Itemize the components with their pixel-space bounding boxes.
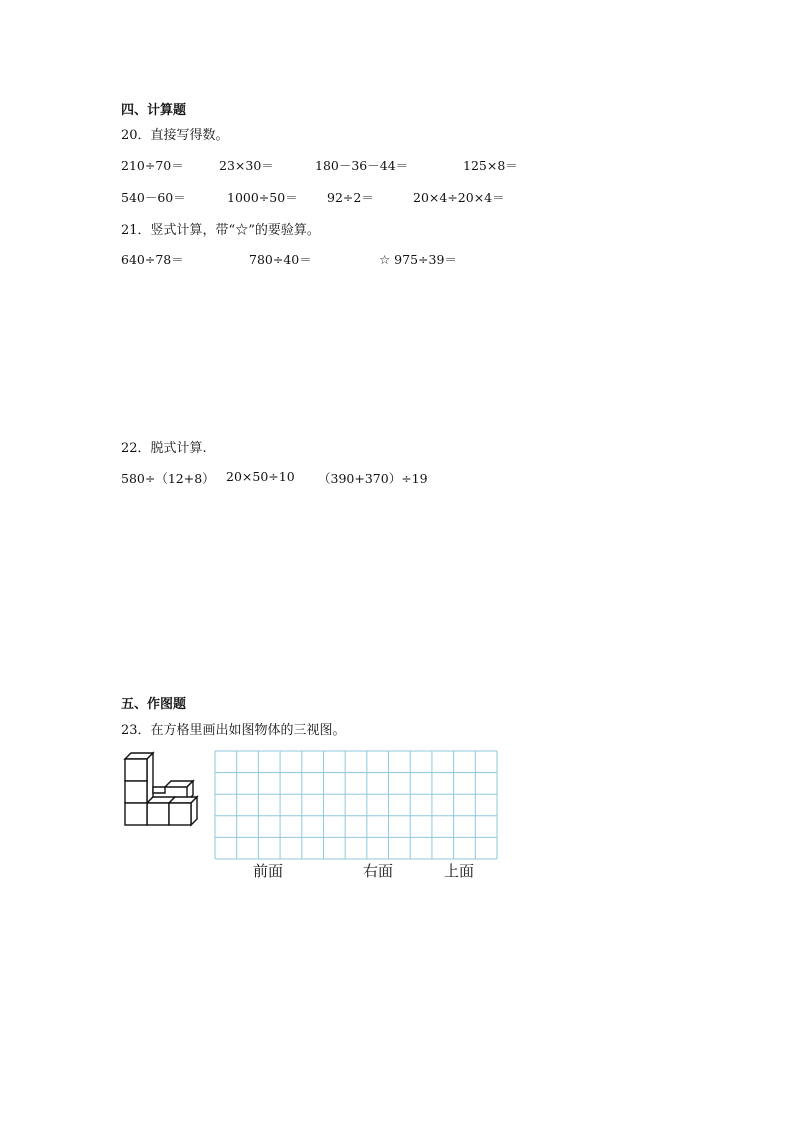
- q21-item-2: 780÷40＝: [249, 252, 312, 267]
- q21-item-1: 640÷78＝: [121, 252, 184, 267]
- q20-r1-c1: 210÷70＝: [121, 158, 184, 173]
- top-view-label: 上面: [444, 862, 475, 880]
- q22-item-3: （390+370）÷19: [318, 471, 428, 486]
- section-4-heading: 四、计算题: [121, 103, 187, 118]
- front-view-label: 前面: [253, 862, 284, 880]
- q22-item-2: 20×50÷10: [226, 469, 295, 484]
- q21-item-3: ☆ 975÷39＝: [379, 252, 457, 267]
- q23-prompt: 23．在方格里画出如图物体的三视图。: [121, 723, 346, 738]
- q20-r2-c4: 20×4÷20×4＝: [413, 190, 505, 205]
- q21-prompt: 21．竖式计算，带“☆”的要验算。: [121, 223, 320, 238]
- q20-r2-c2: 1000÷50＝: [227, 190, 298, 205]
- q22-item-1: 580÷（12+8）: [121, 471, 215, 486]
- section-5-heading: 五、作图题: [121, 697, 187, 712]
- q20-r2-c1: 540－60＝: [121, 190, 186, 205]
- q20-r1-c4: 125×8＝: [463, 158, 518, 173]
- right-view-label: 右面: [363, 862, 394, 880]
- q20-r2-c3: 92÷2＝: [327, 190, 374, 205]
- q20-r1-c2: 23×30＝: [219, 158, 274, 173]
- q20-prompt: 20．直接写得数。: [121, 128, 229, 143]
- cube-stack-figure: [122, 750, 202, 825]
- q20-r1-c3: 180－36－44＝: [315, 158, 409, 173]
- drawing-grid[interactable]: [214, 750, 498, 860]
- q22-prompt: 22．脱式计算.: [121, 441, 207, 456]
